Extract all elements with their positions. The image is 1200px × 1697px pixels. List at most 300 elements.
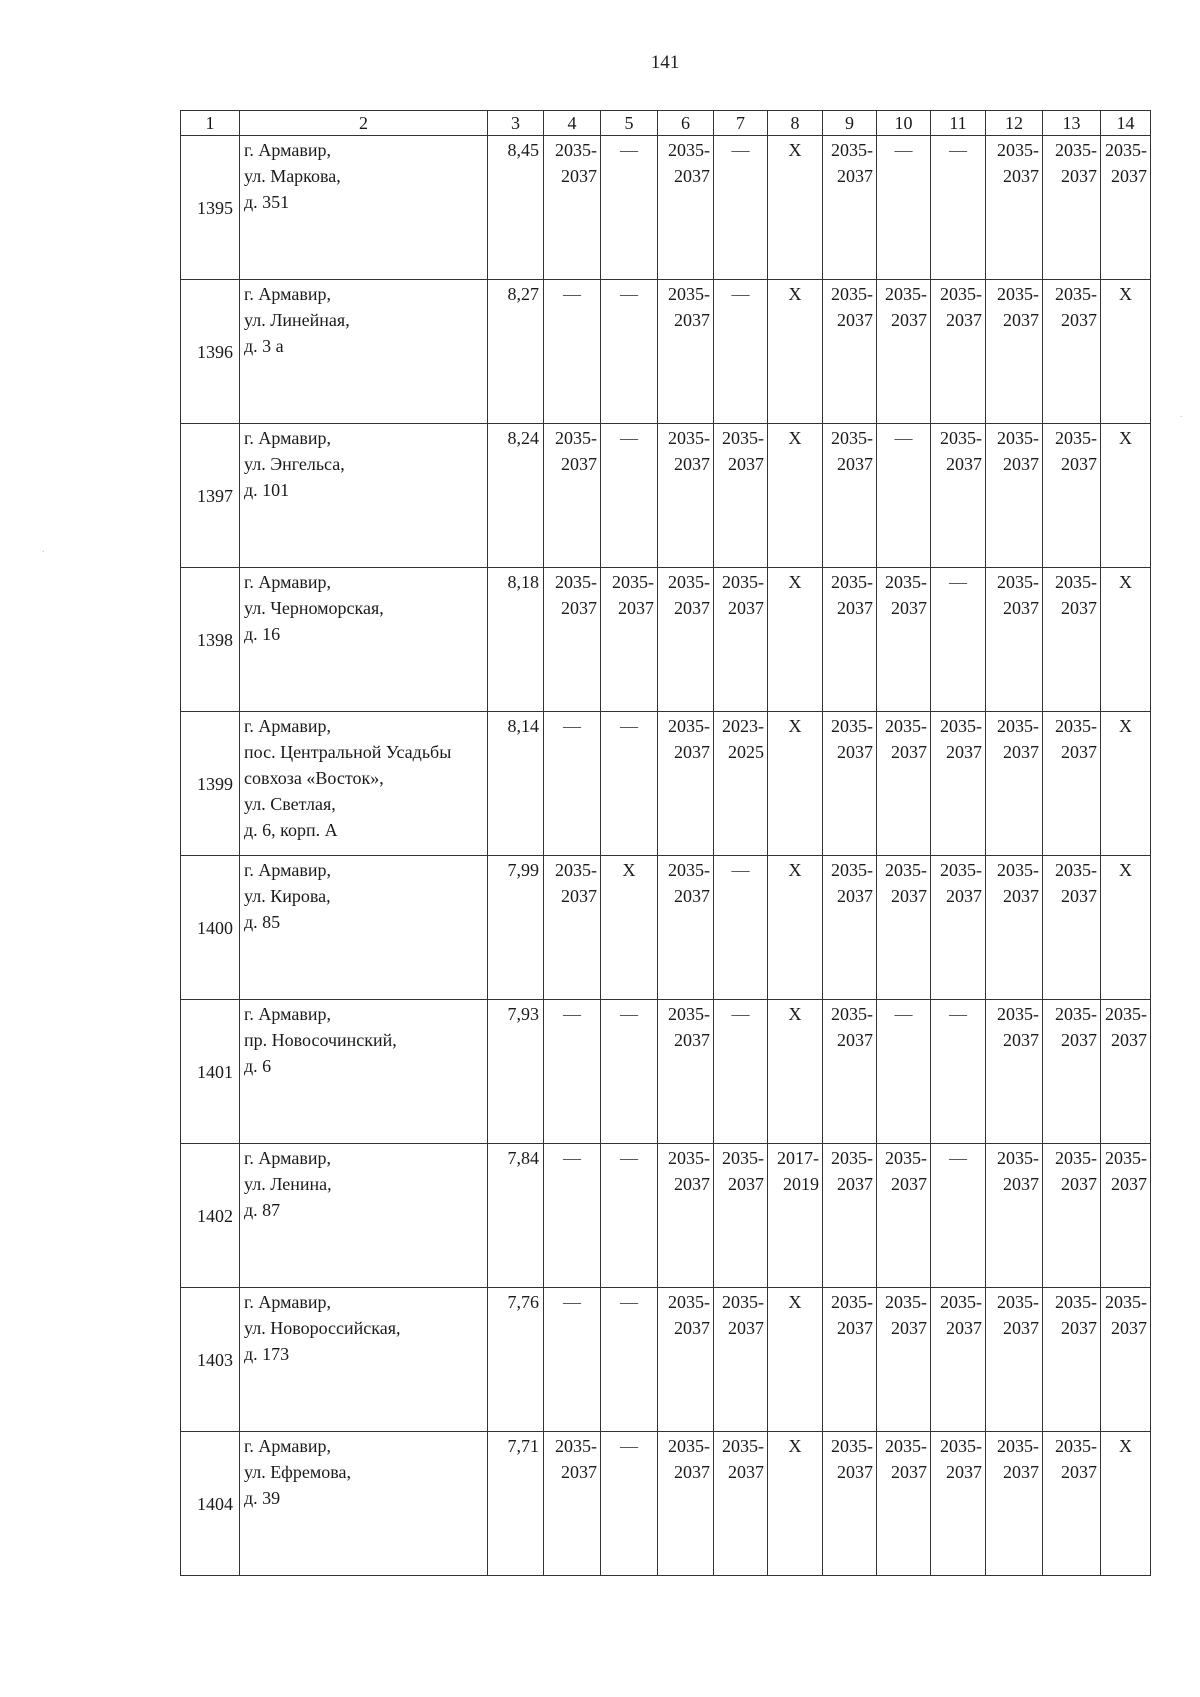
period-value: 2035- 2037 — [1105, 1004, 1147, 1050]
period-value: 2035- 2037 — [1055, 1148, 1097, 1194]
period-cell — [931, 280, 986, 424]
period-value: 2035- 2037 — [1105, 140, 1147, 186]
period-cell — [768, 1000, 823, 1144]
period-cell — [823, 1000, 877, 1144]
address-line: д. 351 — [244, 192, 290, 212]
period-cell — [601, 424, 658, 568]
period-cell — [1101, 856, 1151, 1000]
period-cell — [877, 136, 931, 280]
address-line: д. 39 — [244, 1488, 281, 1508]
period-value: X — [1119, 860, 1132, 880]
period-value: 2035- 2037 — [612, 572, 654, 618]
period-cell — [601, 568, 658, 712]
period-cell — [714, 568, 768, 712]
period-value: 2035- 2037 — [1055, 284, 1097, 330]
address-line: д. 173 — [244, 1344, 290, 1364]
period-cell — [601, 856, 658, 1000]
period-value: X — [788, 716, 802, 736]
period-cell — [1043, 136, 1101, 280]
period-cell — [544, 1432, 601, 1576]
period-value: — — [563, 284, 581, 304]
period-cell — [768, 1144, 823, 1288]
period-cell — [714, 1432, 768, 1576]
period-value: X — [788, 140, 802, 160]
period-value: — — [620, 1292, 638, 1312]
address-cell — [240, 856, 488, 1000]
period-value: 2035- 2037 — [831, 1436, 873, 1482]
period-cell — [714, 424, 768, 568]
address-cell — [240, 280, 488, 424]
address-cell — [240, 712, 488, 856]
rate-cell: 7,76 — [488, 1288, 544, 1432]
period-value: 2035- 2037 — [668, 428, 710, 474]
period-value: X — [622, 860, 636, 880]
table-row — [181, 1144, 1151, 1288]
period-value: — — [731, 284, 750, 304]
period-cell — [768, 424, 823, 568]
table-row — [181, 1432, 1151, 1576]
rate-cell: 7,84 — [488, 1144, 544, 1288]
rate-cell: 8,14 — [488, 712, 544, 856]
address-line: ул. Светлая, — [244, 794, 336, 814]
address-line: д. 6, корп. А — [244, 820, 338, 840]
period-value: 2035- 2037 — [940, 284, 982, 330]
period-cell — [986, 1288, 1043, 1432]
period-cell — [658, 568, 714, 712]
address-line: ул. Черноморская, — [244, 598, 384, 618]
period-value: — — [563, 1148, 581, 1168]
period-cell — [986, 280, 1043, 424]
rate-cell: 8,45 — [488, 136, 544, 280]
table-body — [181, 136, 1151, 1576]
period-cell — [714, 1144, 768, 1288]
period-cell — [1043, 712, 1101, 856]
period-value: X — [1119, 284, 1132, 304]
address-line: г. Армавир, — [244, 428, 331, 448]
period-value: X — [1119, 428, 1132, 448]
period-cell — [877, 424, 931, 568]
rate-cell: 8,27 — [488, 280, 544, 424]
period-cell — [823, 136, 877, 280]
period-value: — — [620, 140, 638, 160]
address-line: г. Армавир, — [244, 1148, 331, 1168]
period-cell — [877, 568, 931, 712]
row-number: 1395 — [181, 136, 240, 280]
period-cell — [544, 280, 601, 424]
period-value: — — [894, 428, 913, 448]
period-value: — — [620, 428, 638, 448]
period-value: — — [620, 1148, 638, 1168]
period-value: 2035- 2037 — [831, 428, 873, 474]
period-value: 2035- 2037 — [831, 1148, 873, 1194]
period-cell — [877, 1288, 931, 1432]
address-line: д. 85 — [244, 912, 281, 932]
period-value: 2035- 2037 — [885, 284, 927, 330]
period-cell — [1043, 1432, 1101, 1576]
period-value: — — [894, 140, 913, 160]
address-line: г. Армавир, — [244, 1004, 331, 1024]
column-header: 4 — [544, 111, 601, 136]
period-cell — [986, 424, 1043, 568]
period-cell — [1043, 1288, 1101, 1432]
period-value: 2035- 2037 — [1055, 140, 1097, 186]
period-value: 2035- 2037 — [997, 1004, 1039, 1050]
rate-cell: 8,24 — [488, 424, 544, 568]
period-value: 2035- 2037 — [668, 572, 710, 618]
period-value: X — [788, 284, 802, 304]
period-value: — — [563, 1292, 581, 1312]
table-row — [181, 424, 1151, 568]
period-value: 2035- 2037 — [555, 1436, 597, 1482]
period-cell — [986, 712, 1043, 856]
column-header: 13 — [1043, 111, 1101, 136]
address-cell — [240, 1000, 488, 1144]
period-cell — [768, 856, 823, 1000]
period-value: 2035- 2037 — [1055, 1436, 1097, 1482]
period-cell — [1101, 1000, 1151, 1144]
period-cell — [544, 136, 601, 280]
period-value: X — [1119, 1436, 1132, 1456]
table-row — [181, 1000, 1151, 1144]
period-value: 2035- 2037 — [831, 284, 873, 330]
period-cell — [544, 712, 601, 856]
period-value: X — [788, 428, 802, 448]
rate-cell: 7,93 — [488, 1000, 544, 1144]
period-cell — [601, 712, 658, 856]
address-line: г. Армавир, — [244, 572, 331, 592]
period-cell — [1101, 1144, 1151, 1288]
column-header: 1 — [181, 111, 240, 136]
period-value: — — [731, 140, 750, 160]
column-header: 11 — [931, 111, 986, 136]
address-line: ул. Кирова, — [244, 886, 331, 906]
table-row — [181, 280, 1151, 424]
period-cell — [544, 1144, 601, 1288]
period-cell — [877, 280, 931, 424]
period-cell — [1101, 712, 1151, 856]
column-header: 2 — [240, 111, 488, 136]
period-value: 2035- 2037 — [940, 1292, 982, 1338]
period-cell — [1101, 1432, 1151, 1576]
period-cell — [931, 856, 986, 1000]
period-cell — [714, 136, 768, 280]
period-value: 2035- 2037 — [885, 860, 927, 906]
period-cell — [601, 1288, 658, 1432]
address-line: г. Армавир, — [244, 284, 331, 304]
period-cell — [768, 1288, 823, 1432]
column-header: 6 — [658, 111, 714, 136]
period-value: 2035- 2037 — [997, 860, 1039, 906]
period-cell — [823, 1144, 877, 1288]
address-cell — [240, 1144, 488, 1288]
column-header: 14 — [1101, 111, 1151, 136]
period-cell — [714, 712, 768, 856]
period-cell — [1101, 424, 1151, 568]
period-value: 2035- 2037 — [997, 284, 1039, 330]
period-value: 2035- 2037 — [722, 1436, 764, 1482]
table-row — [181, 856, 1151, 1000]
period-value: 2035- 2037 — [940, 428, 982, 474]
address-line: ул. Ефремова, — [244, 1462, 351, 1482]
period-cell — [601, 1144, 658, 1288]
period-value: 2035- 2037 — [885, 1148, 927, 1194]
period-value: X — [1119, 716, 1132, 736]
period-cell — [823, 568, 877, 712]
period-cell — [931, 568, 986, 712]
address-line: д. 16 — [244, 624, 281, 644]
period-value: — — [949, 1148, 967, 1168]
table-row — [181, 712, 1151, 856]
period-value: — — [620, 1004, 638, 1024]
address-cell — [240, 568, 488, 712]
address-line: совхоза «Восток», — [244, 768, 384, 788]
period-cell — [601, 136, 658, 280]
period-value: — — [620, 1436, 638, 1456]
period-value: 2035- 2037 — [1055, 716, 1097, 762]
period-value: X — [788, 1436, 802, 1456]
table-row — [181, 136, 1151, 280]
period-cell — [601, 1432, 658, 1576]
period-cell — [931, 712, 986, 856]
column-header: 3 — [488, 111, 544, 136]
period-value: X — [788, 1292, 802, 1312]
period-cell — [714, 1288, 768, 1432]
period-cell — [1101, 568, 1151, 712]
period-value: 2035- 2037 — [997, 1292, 1039, 1338]
period-cell — [823, 712, 877, 856]
period-value: 2035- 2037 — [831, 1004, 873, 1050]
address-line: ул. Линейная, — [244, 310, 350, 330]
period-value: 2035- 2037 — [555, 140, 597, 186]
period-cell — [986, 568, 1043, 712]
period-cell — [601, 1000, 658, 1144]
period-cell — [544, 1000, 601, 1144]
period-cell — [1101, 1288, 1151, 1432]
period-cell — [544, 856, 601, 1000]
address-line: д. 3 а — [244, 336, 284, 356]
address-line: г. Армавир, — [244, 1292, 331, 1312]
period-cell — [714, 856, 768, 1000]
period-cell — [544, 424, 601, 568]
column-header: 5 — [601, 111, 658, 136]
row-number: 1400 — [181, 856, 240, 1000]
period-cell — [768, 1432, 823, 1576]
period-value: 2035- 2037 — [668, 716, 710, 762]
period-cell — [986, 1432, 1043, 1576]
period-cell — [768, 712, 823, 856]
period-cell — [544, 568, 601, 712]
row-number: 1404 — [181, 1432, 240, 1576]
period-value: X — [788, 572, 802, 592]
period-cell — [931, 424, 986, 568]
period-value: — — [563, 716, 581, 736]
header-row — [181, 111, 1151, 136]
rate-cell: 7,99 — [488, 856, 544, 1000]
rate-cell: 8,18 — [488, 568, 544, 712]
period-value: 2035- 2037 — [555, 428, 597, 474]
address-line: д. 87 — [244, 1200, 281, 1220]
period-value: — — [949, 140, 967, 160]
period-cell — [1043, 280, 1101, 424]
period-cell — [931, 1432, 986, 1576]
period-cell — [877, 856, 931, 1000]
row-number: 1397 — [181, 424, 240, 568]
registry-table — [180, 110, 1151, 1576]
period-cell — [877, 1000, 931, 1144]
period-value: X — [788, 860, 802, 880]
period-value: 2017- 2019 — [777, 1148, 819, 1194]
period-value: 2035- 2037 — [997, 1148, 1039, 1194]
address-line: пр. Новосочинский, — [244, 1030, 397, 1050]
period-cell — [986, 1144, 1043, 1288]
period-value: 2035- 2037 — [1055, 1292, 1097, 1338]
period-value: — — [620, 284, 638, 304]
table-row — [181, 1288, 1151, 1432]
period-value: — — [731, 1004, 750, 1024]
address-line: г. Армавир, — [244, 860, 331, 880]
period-cell — [877, 1144, 931, 1288]
row-number: 1401 — [181, 1000, 240, 1144]
period-value: 2035- 2037 — [997, 572, 1039, 618]
period-cell — [1043, 424, 1101, 568]
address-cell — [240, 1432, 488, 1576]
period-cell — [986, 856, 1043, 1000]
period-value: 2035- 2037 — [668, 140, 710, 186]
row-number: 1398 — [181, 568, 240, 712]
period-cell — [658, 712, 714, 856]
period-cell — [877, 1432, 931, 1576]
period-value: 2035- 2037 — [668, 284, 710, 330]
period-cell — [768, 280, 823, 424]
period-cell — [1101, 136, 1151, 280]
period-value: 2035- 2037 — [668, 1148, 710, 1194]
period-value: 2035- 2037 — [668, 1436, 710, 1482]
period-cell — [658, 424, 714, 568]
row-number: 1399 — [181, 712, 240, 856]
period-value: 2035- 2037 — [1055, 860, 1097, 906]
period-value: 2035- 2037 — [831, 572, 873, 618]
address-line: ул. Ленина, — [244, 1174, 332, 1194]
address-line: д. 6 — [244, 1056, 272, 1076]
period-value: 2035- 2037 — [885, 1436, 927, 1482]
address-line: пос. Центральной Усадьбы — [244, 742, 452, 762]
period-cell — [986, 1000, 1043, 1144]
address-line: г. Армавир, — [244, 1436, 331, 1456]
row-number: 1402 — [181, 1144, 240, 1288]
period-value: 2035- 2037 — [831, 716, 873, 762]
address-line: д. 101 — [244, 480, 290, 500]
period-value: 2035- 2037 — [885, 572, 927, 618]
column-header: 12 — [986, 111, 1043, 136]
period-value: 2035- 2037 — [555, 860, 597, 906]
period-value: 2035- 2037 — [940, 1436, 982, 1482]
page-number: 141 — [650, 52, 680, 73]
period-value: 2035- 2037 — [555, 572, 597, 618]
period-value: — — [949, 572, 967, 592]
column-header: 8 — [768, 111, 823, 136]
period-cell — [1043, 856, 1101, 1000]
period-value: 2035- 2037 — [722, 572, 764, 618]
period-cell — [658, 1432, 714, 1576]
period-cell — [658, 1144, 714, 1288]
address-cell — [240, 424, 488, 568]
address-line: г. Армавир, — [244, 716, 331, 736]
period-value: 2035- 2037 — [940, 716, 982, 762]
scan-speck: . — [1180, 409, 1183, 420]
period-cell — [877, 712, 931, 856]
address-line: ул. Энгельса, — [244, 454, 345, 474]
period-cell — [658, 856, 714, 1000]
period-value: 2035- 2037 — [1055, 572, 1097, 618]
period-value: 2035- 2037 — [722, 1148, 764, 1194]
period-value: X — [1119, 572, 1132, 592]
address-line: ул. Маркова, — [244, 166, 341, 186]
period-cell — [823, 1288, 877, 1432]
period-cell — [931, 136, 986, 280]
period-value: 2035- 2037 — [668, 1292, 710, 1338]
period-value: 2035- 2037 — [940, 860, 982, 906]
period-value: — — [894, 1004, 913, 1024]
period-value: 2023- 2025 — [722, 716, 764, 762]
period-cell — [768, 136, 823, 280]
scan-speck: . — [42, 544, 45, 555]
column-header: 10 — [877, 111, 931, 136]
period-cell — [823, 424, 877, 568]
period-value: 2035- 2037 — [722, 1292, 764, 1338]
row-number: 1403 — [181, 1288, 240, 1432]
period-cell — [823, 280, 877, 424]
period-value: — — [949, 1004, 967, 1024]
period-value: 2035- 2037 — [885, 1292, 927, 1338]
period-cell — [1043, 568, 1101, 712]
period-value: 2035- 2037 — [722, 428, 764, 474]
address-cell — [240, 136, 488, 280]
period-value: — — [563, 1004, 581, 1024]
period-cell — [544, 1288, 601, 1432]
period-cell — [601, 280, 658, 424]
period-cell — [658, 1000, 714, 1144]
table-row — [181, 568, 1151, 712]
period-cell — [931, 1000, 986, 1144]
address-line: г. Армавир, — [244, 140, 331, 160]
period-cell — [1043, 1144, 1101, 1288]
period-value: 2035- 2037 — [668, 860, 710, 906]
period-value: — — [731, 860, 750, 880]
period-cell — [658, 136, 714, 280]
period-cell — [931, 1144, 986, 1288]
column-header: 7 — [714, 111, 768, 136]
period-cell — [768, 568, 823, 712]
period-cell — [714, 280, 768, 424]
period-value: 2035- 2037 — [997, 140, 1039, 186]
period-value: 2035- 2037 — [1105, 1292, 1147, 1338]
period-cell — [931, 1288, 986, 1432]
row-number: 1396 — [181, 280, 240, 424]
period-cell — [658, 280, 714, 424]
period-value: 2035- 2037 — [997, 428, 1039, 474]
period-value: 2035- 2037 — [668, 1004, 710, 1050]
column-header: 9 — [823, 111, 877, 136]
period-cell — [823, 856, 877, 1000]
period-value: 2035- 2037 — [997, 1436, 1039, 1482]
period-cell — [658, 1288, 714, 1432]
period-cell — [1101, 280, 1151, 424]
table-header — [181, 111, 1151, 136]
period-cell — [986, 136, 1043, 280]
period-value: 2035- 2037 — [831, 1292, 873, 1338]
period-value: 2035- 2037 — [831, 140, 873, 186]
address-cell — [240, 1288, 488, 1432]
